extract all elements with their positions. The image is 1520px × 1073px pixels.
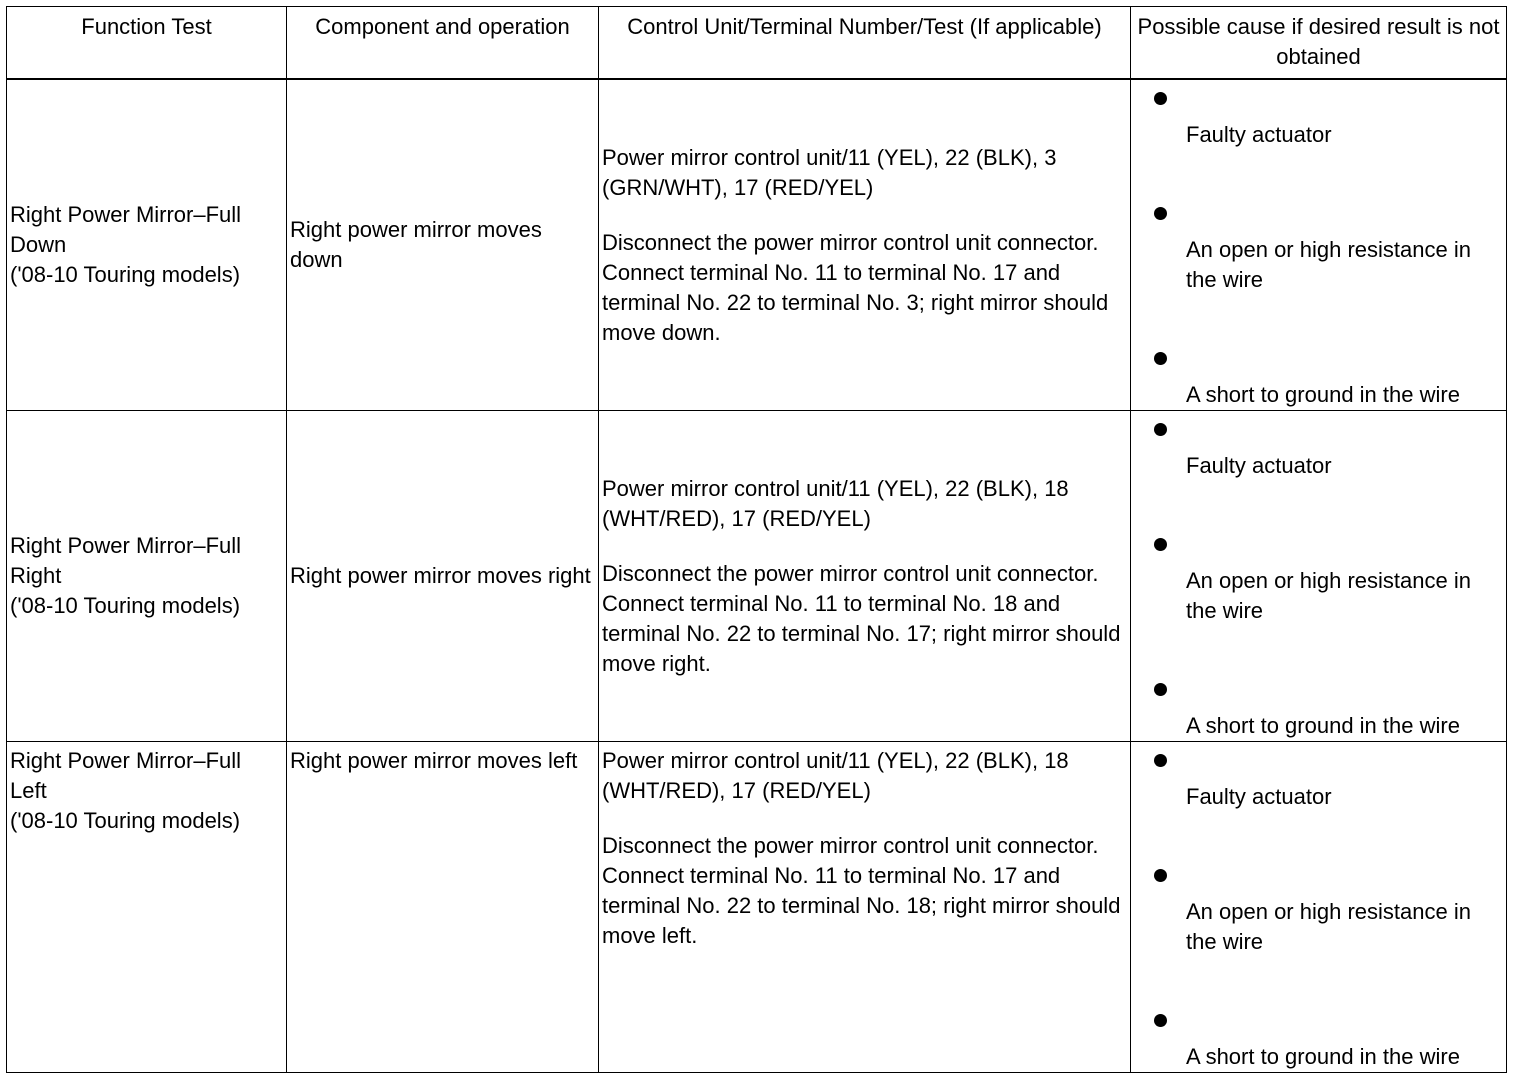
cause-text: An open or high resistance in the wire [1186, 237, 1471, 292]
bullet-icon [1154, 1014, 1167, 1027]
possible-causes-cell [1131, 742, 1507, 1073]
table-row [7, 742, 1507, 1073]
table-row [7, 411, 1507, 742]
function-test-models: ('08-10 Touring models) [10, 808, 241, 833]
control-unit-terminals: Power mirror control unit/11 (YEL), 22 (BLK), 3 (GRN/WHT), 17 (RED/YEL) [602, 144, 1057, 200]
function-test-cell [7, 79, 287, 411]
function-test-name: Right Power Mirror–Full Down [10, 202, 242, 257]
control-unit-terminals: Power mirror control unit/11 (YEL), 22 (BLK), 18 (WHT/RED), 17 (RED/YEL) [602, 475, 1069, 531]
cause-text: A short to ground in the wire [1186, 382, 1460, 407]
cause-text: Faulty actuator [1186, 784, 1332, 809]
function-test-table [6, 6, 1507, 1073]
cause-text: An open or high resistance in the wire [1186, 899, 1471, 954]
cause-item [1134, 195, 1503, 340]
function-test-cell [7, 742, 287, 1073]
test-procedure: Disconnect the power mirror control unit connector. Connect terminal No. 11 to terminal No. 17 and terminal No. 22 to terminal No. 18; right mirror should move left. [602, 833, 1121, 948]
cause-item [1134, 340, 1503, 410]
bullet-icon [1154, 683, 1167, 696]
bullet-icon [1154, 538, 1167, 551]
cause-text: A short to ground in the wire [1186, 1044, 1460, 1069]
bullet-icon [1154, 92, 1167, 105]
cause-item [1134, 671, 1503, 741]
cause-text: A short to ground in the wire [1186, 713, 1460, 738]
component-operation-cell [287, 411, 599, 742]
cause-list [1134, 80, 1503, 410]
possible-causes-cell [1131, 411, 1507, 742]
component-operation-cell [287, 79, 599, 411]
header-function-test: Function Test [7, 7, 287, 80]
cause-item [1134, 526, 1503, 671]
control-unit-cell [599, 742, 1131, 1073]
component-operation-cell [287, 742, 599, 1073]
component-operation-text: Right power mirror moves right [290, 563, 591, 588]
component-operation-text: Right power mirror moves left [290, 748, 578, 773]
cause-item [1134, 742, 1503, 857]
function-test-models: ('08-10 Touring models) [10, 593, 241, 618]
header-row [7, 7, 1507, 80]
control-unit-cell [599, 411, 1131, 742]
function-test-models: ('08-10 Touring models) [10, 262, 241, 287]
header-control-unit: Control Unit/Terminal Number/Test (If applicable) [599, 7, 1131, 80]
table-header [7, 7, 1507, 80]
component-operation-text: Right power mirror moves down [290, 217, 542, 272]
header-possible-cause: Possible cause if desired result is not obtained [1131, 7, 1507, 80]
cause-item [1134, 80, 1503, 195]
function-test-name: Right Power Mirror–Full Left [10, 748, 242, 803]
test-procedure: Disconnect the power mirror control unit connector. Connect terminal No. 11 to terminal No. 18 and terminal No. 22 to terminal No. 17; right mirror should move right. [602, 560, 1121, 676]
cause-list [1134, 411, 1503, 741]
control-unit-terminals: Power mirror control unit/11 (YEL), 22 (BLK), 18 (WHT/RED), 17 (RED/YEL) [602, 748, 1069, 803]
bullet-icon [1154, 423, 1167, 436]
control-unit-cell [599, 79, 1131, 411]
bullet-icon [1154, 207, 1167, 220]
function-test-name: Right Power Mirror–Full Right [10, 533, 242, 588]
header-component-operation: Component and operation [287, 7, 599, 80]
test-procedure: Disconnect the power mirror control unit connector. Connect terminal No. 11 to terminal No. 17 and terminal No. 22 to terminal No. 3; right mirror should move down. [602, 229, 1109, 345]
cause-item [1134, 411, 1503, 526]
function-test-cell [7, 411, 287, 742]
table-body [7, 79, 1507, 1073]
cause-text: Faulty actuator [1186, 122, 1332, 147]
bullet-icon [1154, 754, 1167, 767]
possible-causes-cell [1131, 79, 1507, 411]
cause-text: An open or high resistance in the wire [1186, 568, 1471, 623]
cause-list [1134, 742, 1503, 1072]
cause-item [1134, 857, 1503, 1002]
bullet-icon [1154, 869, 1167, 882]
bullet-icon [1154, 352, 1167, 365]
table-row [7, 79, 1507, 411]
cause-text: Faulty actuator [1186, 453, 1332, 478]
cause-item [1134, 1002, 1503, 1072]
